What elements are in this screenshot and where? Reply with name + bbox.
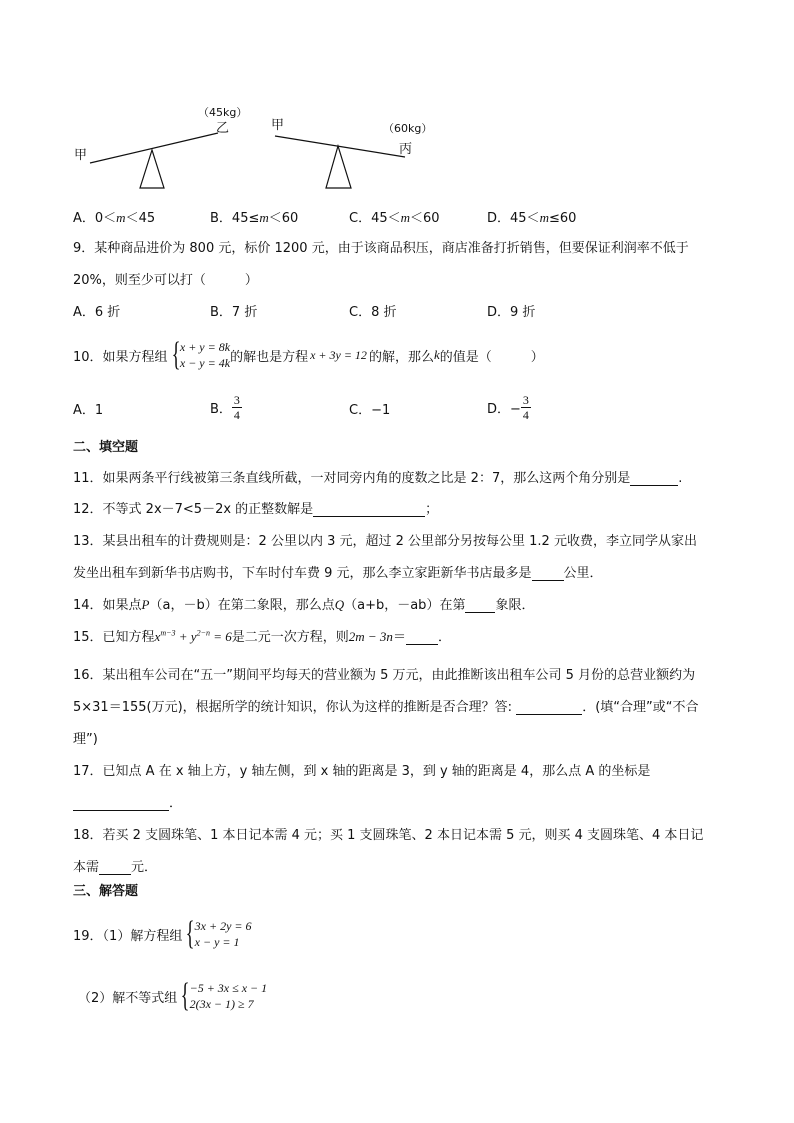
q16-line1: 16．某出租车公司在“五一”期间平均每天的营业额为 5 万元，由此推断该出租车公司 5 月份的总营业额约为 (73, 668, 696, 683)
q9-line2: 20%，则至少可以打（ ） (73, 273, 258, 288)
section-solve-title: 三、解答题 (73, 884, 139, 899)
q11: 11．如果两条平行线被第三条直线所截，一对同旁内角的度数之比是 2：7，那么这两个角分别是 . (73, 471, 683, 486)
q19-part1: 19．（1）解方程组 { 3x + 2y = 6 x − y = 1 (73, 915, 252, 952)
q17-answer-blank[interactable] (73, 796, 169, 811)
label-jia-right: 甲 (271, 118, 285, 133)
q10-brace: { (171, 336, 181, 373)
q12-answer-blank[interactable] (313, 502, 425, 517)
q18-line1: 18．若买 2 支圆珠笔、1 本日记本需 4 元；买 1 支圆珠笔、2 本日记本需 5 元，则买 4 支圆珠笔、4 本日记 (73, 828, 704, 843)
q16-answer-blank[interactable] (516, 700, 582, 715)
right-fulcrum (326, 146, 351, 188)
q10-option-c: C．−1 (349, 403, 391, 418)
q8-option-a: A．0＜m＜45 (73, 210, 156, 226)
q16-line2: 5×31＝155(万元)，根据所学的统计知识，你认为这样的推断是否合理？答: ．(填“合理”或“不合 (73, 700, 699, 715)
q8-option-b: B．45≤m＜60 (210, 210, 299, 226)
label-weight-45: （45kg） (198, 106, 248, 119)
q9-line1: 9．某种商品进价为 800 元，标价 1200 元，由于该商品积压，商店准备打折销售，但要保证利润率不低于 (73, 241, 689, 256)
q11-answer-blank[interactable] (630, 471, 678, 486)
q10-option-b: B． $\frac{3}{4}$ (210, 392, 240, 422)
q19-1-system: 3x + 2y = 6 x − y = 1 (194, 919, 252, 949)
q18-line2: 本需 元． (73, 860, 158, 875)
q19-1-brace: { (186, 915, 195, 952)
q9-option-b: B．7 折 (210, 305, 258, 320)
q13-answer-blank[interactable] (532, 566, 564, 581)
q8-option-d: D．45＜m≤60 (487, 210, 577, 226)
seesaw-figure (60, 95, 480, 195)
q19-part2: （2）解不等式组 { −5 + 3x ≤ x − 1 2(3x − 1) ≥ 7 (78, 977, 268, 1014)
q10-system: x + y = 8k x − y = 4k (179, 340, 231, 370)
label-weight-60: （60kg） (383, 122, 433, 135)
q18-answer-blank[interactable] (99, 860, 131, 875)
q14: 14．如果点P（a，－b）在第二象限，那么点Q（a+b，－ab）在第 象限． (73, 597, 535, 613)
label-jia-left: 甲 (74, 148, 88, 163)
q9-option-d: D．9 折 (487, 305, 536, 320)
q17-line1: 17．已知点 A 在 x 轴上方，y 轴左侧，到 x 轴的距离是 3，到 y 轴的距离是 4，那么点 A 的坐标是 (73, 764, 651, 779)
q14-answer-blank[interactable] (465, 598, 495, 613)
q19-2-system: −5 + 3x ≤ x − 1 2(3x − 1) ≥ 7 (189, 981, 268, 1011)
section-fill-in-title: 二、填空题 (73, 440, 139, 455)
q10-option-d: D．− $\frac{3}{4}$ (487, 392, 529, 422)
q13-line2: 发坐出租车到新华书店购书，下车时付车费 9 元，那么李立家距新华书店最多是 公里． (73, 566, 603, 581)
q10-option-a: A．1 (73, 403, 104, 418)
q12: 12．不等式 2x－7<5－2x 的正整数解是 ； (73, 502, 439, 517)
q15-answer-blank[interactable] (406, 630, 438, 645)
label-yi: 乙 (216, 121, 230, 136)
label-bing: 丙 (399, 142, 413, 157)
q19-2-brace: { (180, 977, 190, 1014)
q13-line1: 13．某县出租车的计费规则是：2 公里以内 3 元，超过 2 公里部分另按每公里 1.2 元收费，李立同学从家出 (73, 534, 697, 549)
q17-line2: ． (73, 792, 182, 811)
left-fulcrum (140, 150, 164, 188)
q9-option-c: C．8 折 (349, 305, 397, 320)
q10-stem: 10．如果方程组 { x + y = 8k x − y = 4k 的解也是方程 x + 3y = 12 的解，那么 k 的值是（ ） (73, 336, 544, 373)
q16-line3: 理”) (73, 732, 98, 747)
q8-option-c: C．45＜m＜60 (349, 210, 440, 226)
q15: 15．已知方程$x^{m-3} + y^{2-n} = 6$是二元一次方程，则2m − 3n＝ ． (73, 628, 451, 645)
q9-option-a: A．6 折 (73, 305, 121, 320)
